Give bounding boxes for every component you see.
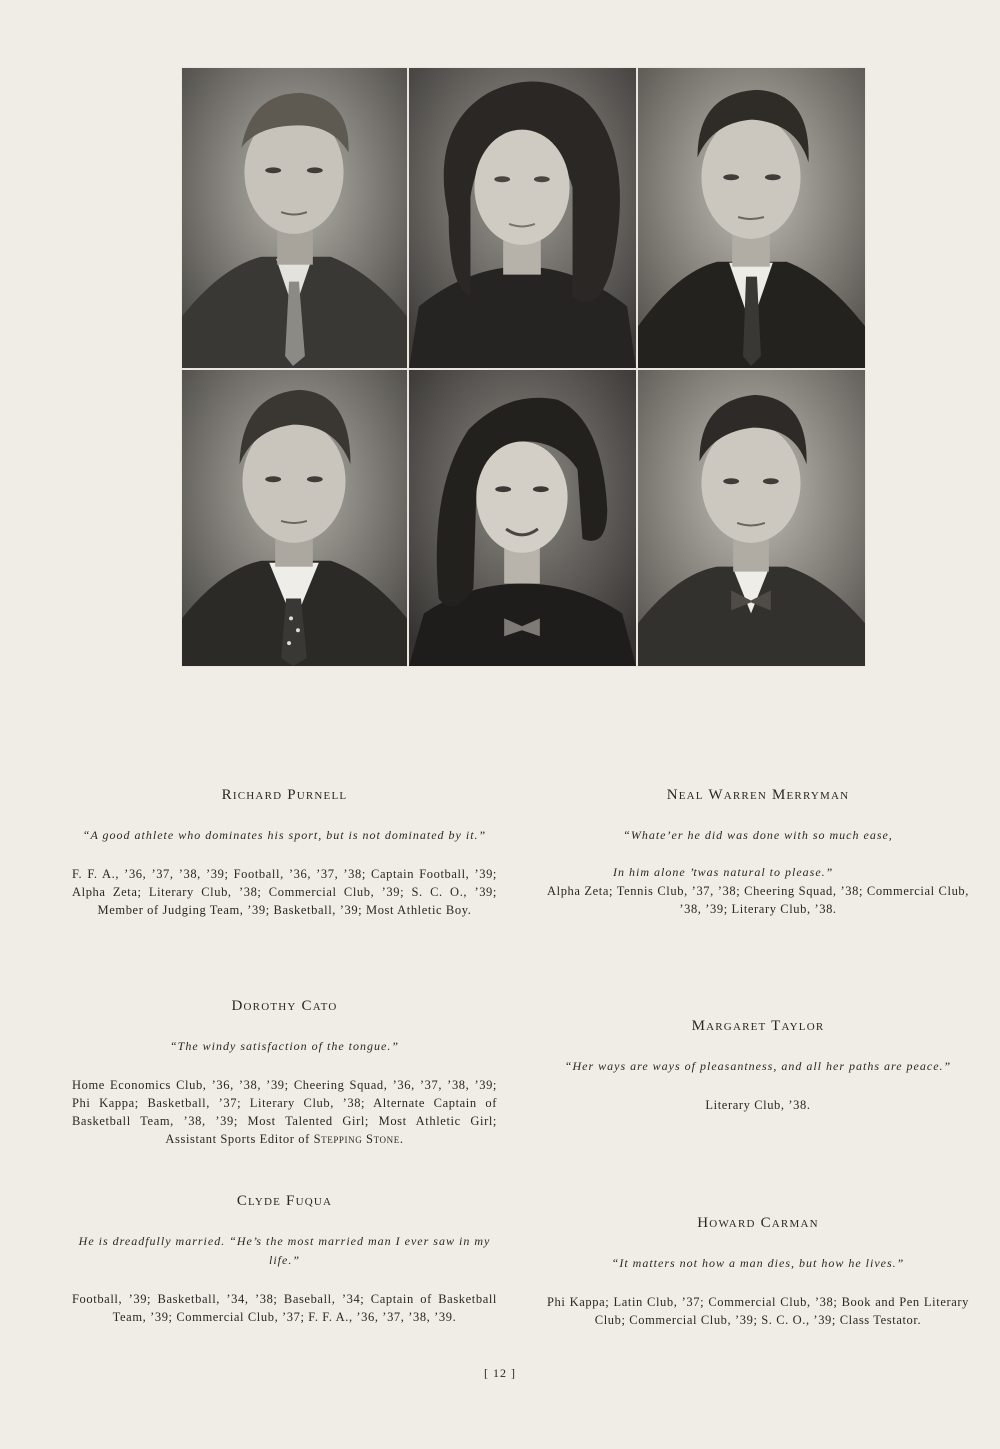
- senior-entry-merryman: [547, 787, 969, 918]
- senior-name: Howard Carman: [697, 1215, 819, 1231]
- publication-name: Stepping Stone.: [313, 1132, 404, 1146]
- senior-quote: “Her ways are ways of pleasantness, and all her paths are peace.”: [564, 1059, 952, 1073]
- senior-quote: He is dreadfully married. “He’s the most married man I ever saw in my life.”: [78, 1234, 491, 1267]
- senior-activities: F. F. A., ’36, ’37, ’38, ’39; Football, ’36, ’37, ’38; Captain Football, ’39; Alpha Zeta; Literary Club, ’38; Commercial Club, ’39; S. C. O., ’39; Member of Judging Team, ’39; Basketball, ’39; Most Athletic Boy.: [72, 867, 497, 917]
- portrait-photo: [408, 369, 637, 667]
- senior-name: Dorothy Cato: [231, 998, 338, 1014]
- senior-name: Margaret Taylor: [691, 1018, 825, 1034]
- portrait-photo: [408, 67, 637, 369]
- senior-name: Clyde Fuqua: [236, 1193, 333, 1209]
- senior-entry-cato: [72, 998, 497, 1148]
- senior-activities: Phi Kappa; Latin Club, ’37; Commercial Club, ’38; Book and Pen Literary Club; Commercial Club, ’39; S. C. O., ’39; Class Testator.: [547, 1295, 969, 1327]
- portrait-photo: [181, 369, 408, 667]
- senior-activities: Literary Club, ’38.: [705, 1098, 811, 1112]
- portrait-photo: [637, 369, 866, 667]
- senior-quote-continued: In him alone ’twas natural to please.”: [613, 865, 834, 879]
- senior-activities: [72, 1076, 497, 1148]
- senior-quote: “A good athlete who dominates his sport, but is not dominated by it.”: [82, 828, 487, 842]
- senior-activities: Football, ’39; Basketball, ’34, ’38; Baseball, ’34; Captain of Basketball Team, ’39; Commercial Club, ’37; F. F. A., ’36, ’37, ’38, ’39.: [72, 1292, 497, 1324]
- senior-name: Richard Purnell: [221, 787, 348, 803]
- senior-quote: “The windy satisfaction of the tongue.”: [169, 1039, 399, 1053]
- senior-entry-taylor: [547, 1018, 969, 1114]
- senior-entry-fuqua: [72, 1193, 497, 1326]
- portrait-grid: [181, 67, 866, 667]
- senior-quote: “It matters not how a man dies, but how he lives.”: [611, 1256, 905, 1270]
- senior-entry-carman: [547, 1215, 969, 1329]
- portrait-photo: [637, 67, 866, 369]
- portrait-photo: [181, 67, 408, 369]
- senior-name: Neal Warren Merryman: [666, 787, 850, 803]
- page-number: [ 12 ]: [484, 1366, 516, 1380]
- senior-activities-text: Home Economics Club, ’36, ’38, ’39; Cheering Squad, ’36, ’37, ’38, ’39; Phi Kappa; Basketball, ’37; Literary Club, ’38; Alternate Captain of Basketball Team, ’38, ’39; Most Talented Girl; Most Athletic Girl; Assistant Sports Editor of: [72, 1078, 497, 1146]
- senior-quote: “Whate’er he did was done with so much ease,: [623, 828, 893, 842]
- senior-activities: Alpha Zeta; Tennis Club, ’37, ’38; Cheering Squad, ’38; Commercial Club, ’38, ’39; Literary Club, ’38.: [547, 884, 969, 916]
- senior-entry-purnell: [72, 787, 497, 919]
